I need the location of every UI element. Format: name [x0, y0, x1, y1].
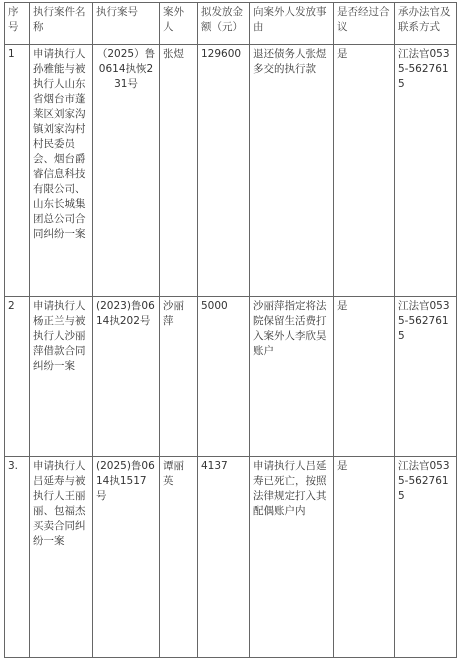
cell-case-number: (2025)鲁0614执1517号	[93, 457, 160, 658]
header-party: 案外人	[160, 3, 198, 45]
cell-case-name: 申请执行人吕延寿与被执行人王丽丽、包福杰买卖合同纠纷一案	[30, 457, 93, 658]
header-reason: 向案外人发放事由	[250, 3, 334, 45]
cell-party: 张煜	[160, 45, 198, 297]
header-case-name: 执行案件名称	[30, 3, 93, 45]
cell-case-number: (2023)鲁0614执202号	[93, 297, 160, 457]
header-judge: 承办法官及联系方式	[395, 3, 457, 45]
table-row	[5, 297, 457, 457]
cell-no: 3.	[5, 457, 30, 658]
cell-reason: 退还债务人张煜多交的执行款	[250, 45, 334, 297]
cell-reason: 申请执行人吕延寿已死亡，按照法律规定打入其配偶账户内	[250, 457, 334, 658]
cell-case-name: 申请执行人杨正兰与被执行人沙丽萍借款合同纠纷一案	[30, 297, 93, 457]
header-deliberated: 是否经过合议	[334, 3, 395, 45]
table-row	[5, 45, 457, 297]
cell-case-number: （2025）鲁0614执恢231号	[93, 45, 160, 297]
cell-judge: 江法官0535-5627615	[395, 297, 457, 457]
cell-deliberated: 是	[334, 45, 395, 297]
cell-judge: 江法官0535-5627615	[395, 457, 457, 658]
case-table	[4, 2, 457, 658]
cell-case-name: 申请执行人孙雅能与被执行人山东省烟台市蓬莱区刘家沟镇刘家沟村村民委员会、烟台爵睿信息科技有限公司、山东长城集团总公司合同纠纷一案	[30, 45, 93, 297]
cell-amount: 5000	[198, 297, 250, 457]
table-row	[5, 457, 457, 658]
cell-party: 谭丽英	[160, 457, 198, 658]
cell-no: 2	[5, 297, 30, 457]
header-case-number: 执行案号	[93, 3, 160, 45]
cell-deliberated: 是	[334, 297, 395, 457]
header-amount: 拟发放金额（元）	[198, 3, 250, 45]
header-no: 序号	[5, 3, 30, 45]
cell-reason: 沙丽萍指定将法院保留生活费打入案外人李欣昊账户	[250, 297, 334, 457]
cell-deliberated: 是	[334, 457, 395, 658]
cell-party: 沙丽萍	[160, 297, 198, 457]
cell-amount: 129600	[198, 45, 250, 297]
table-header-row	[5, 3, 457, 45]
cell-no: 1	[5, 45, 30, 297]
cell-judge: 江法官0535-5627615	[395, 45, 457, 297]
cell-amount: 4137	[198, 457, 250, 658]
